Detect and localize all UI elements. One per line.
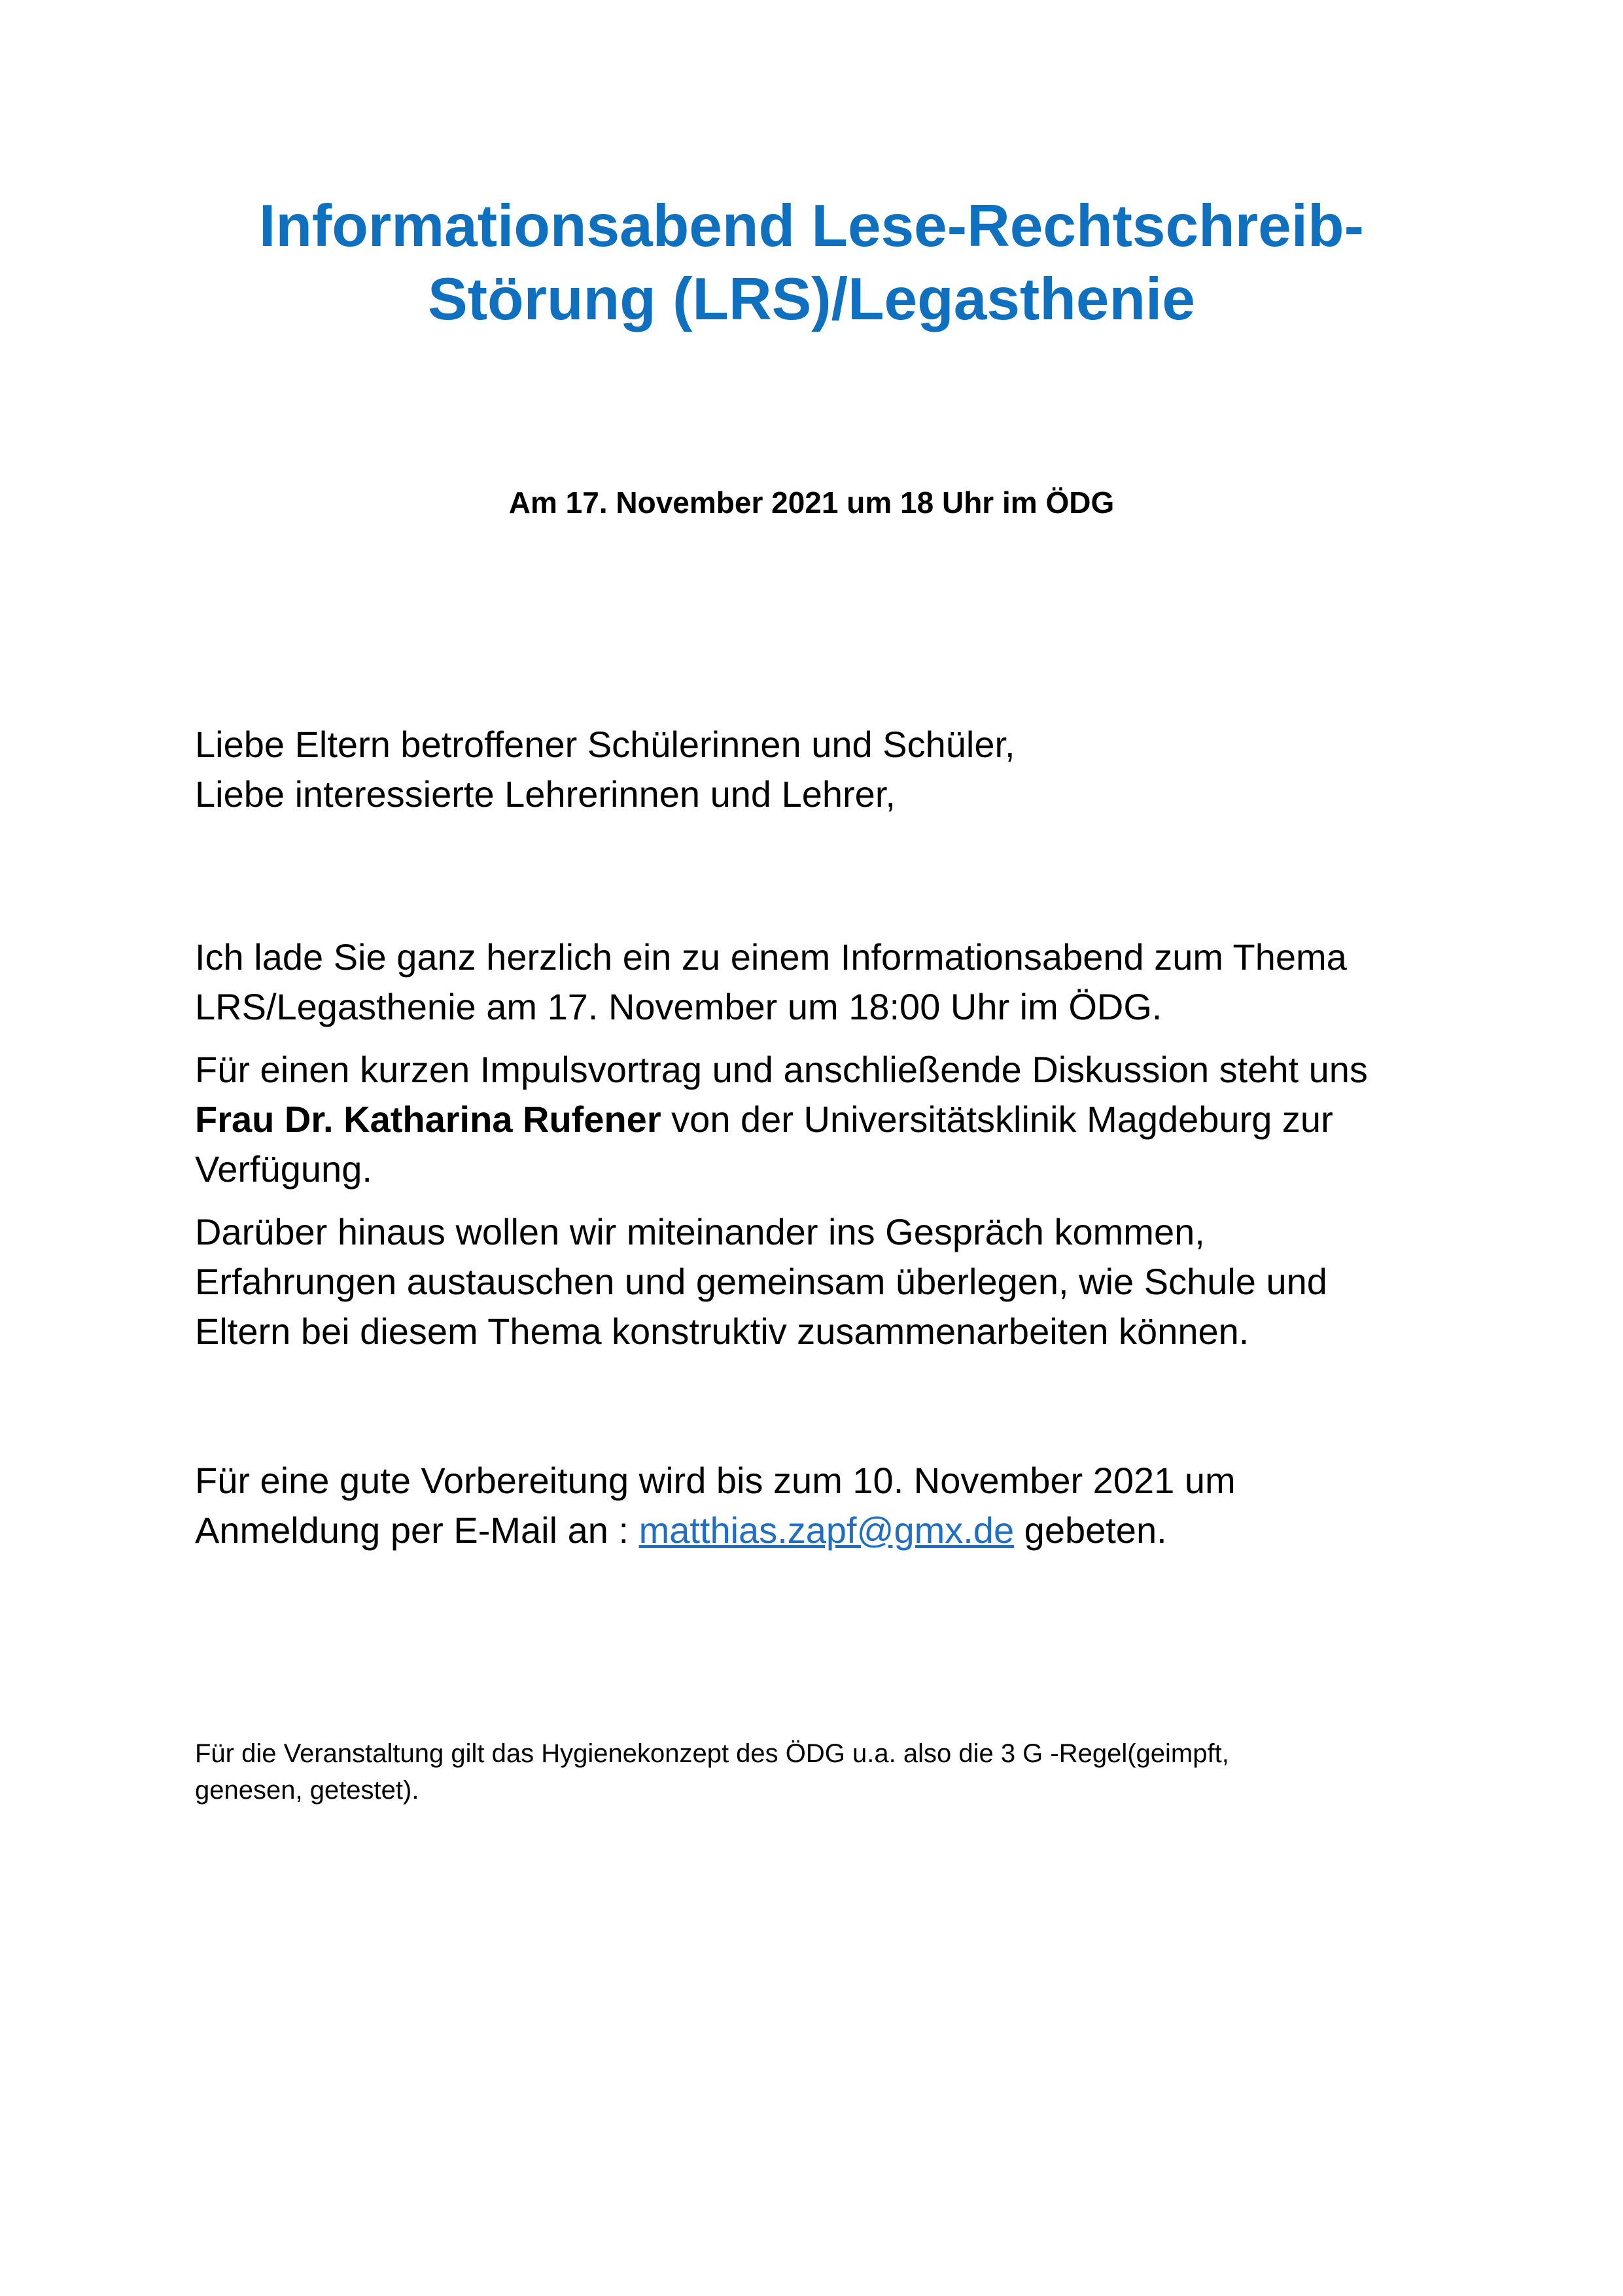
registration-line-1: Für eine gute Vorbereitung wird bis zum 10. November 2021 um	[195, 1460, 1236, 1501]
registration-suffix: gebeten.	[1014, 1510, 1167, 1551]
speaker-line-3: Verfügung.	[195, 1148, 372, 1190]
hygiene-line-1: Für die Veranstaltung gilt das Hygienekonzept des ÖDG u.a. also die 3 G -Regel(geimpft,	[195, 1739, 1229, 1768]
registration-line-2	[195, 1506, 1477, 1555]
greeting-line-1: Liebe Eltern betroffener Schülerinnen und Schüler,	[195, 724, 1015, 765]
greeting-text	[195, 720, 1477, 819]
registration-paragraph	[195, 1456, 1477, 1555]
discussion-line-1: Darüber hinaus wollen wir miteinander ins Gespräch kommen,	[195, 1211, 1205, 1252]
greeting-line-2: Liebe interessierte Lehrerinnen und Lehrer,	[195, 773, 896, 815]
speaker-name: Frau Dr. Katharina Rufener	[195, 1099, 661, 1140]
hygiene-note	[195, 1735, 1477, 1809]
title-line-2: Störung (LRS)/Legasthenie	[428, 266, 1195, 332]
hygiene-line-2: genesen, getestet).	[195, 1776, 419, 1805]
invitation-block	[195, 932, 1477, 1356]
page-title	[131, 190, 1492, 336]
invitation-line-2: LRS/Legasthenie am 17. November um 18:00 Uhr im ÖDG.	[195, 986, 1162, 1027]
discussion-line-2: Erfahrungen austauschen und gemeinsam überlegen, wie Schule und	[195, 1261, 1327, 1302]
invitation-paragraph	[195, 932, 1477, 1032]
speaker-line-1: Für einen kurzen Impulsvortrag und anschließende Diskussion steht uns	[195, 1049, 1368, 1090]
event-date-subtitle: Am 17. November 2021 um 18 Uhr im ÖDG	[508, 486, 1115, 520]
email-link[interactable]: matthias.zapf@gmx.de	[638, 1510, 1015, 1551]
speaker-line-2-rest: von der Universitätsklinik Magdeburg zur	[661, 1099, 1333, 1140]
invitation-line-1: Ich lade Sie ganz herzlich ein zu einem Informationsabend zum Thema	[195, 936, 1347, 978]
discussion-line-3: Eltern bei diesem Thema konstruktiv zusammenarbeiten können.	[195, 1311, 1249, 1352]
discussion-paragraph	[195, 1207, 1477, 1356]
speaker-line-2	[195, 1095, 1477, 1144]
registration-block	[195, 1456, 1477, 1555]
registration-prefix: Anmeldung per E-Mail an :	[195, 1510, 639, 1551]
speaker-paragraph	[195, 1045, 1477, 1194]
greeting-block	[195, 720, 1477, 819]
title-line-1: Informationsabend Lese-Rechtschreib-	[259, 193, 1364, 259]
